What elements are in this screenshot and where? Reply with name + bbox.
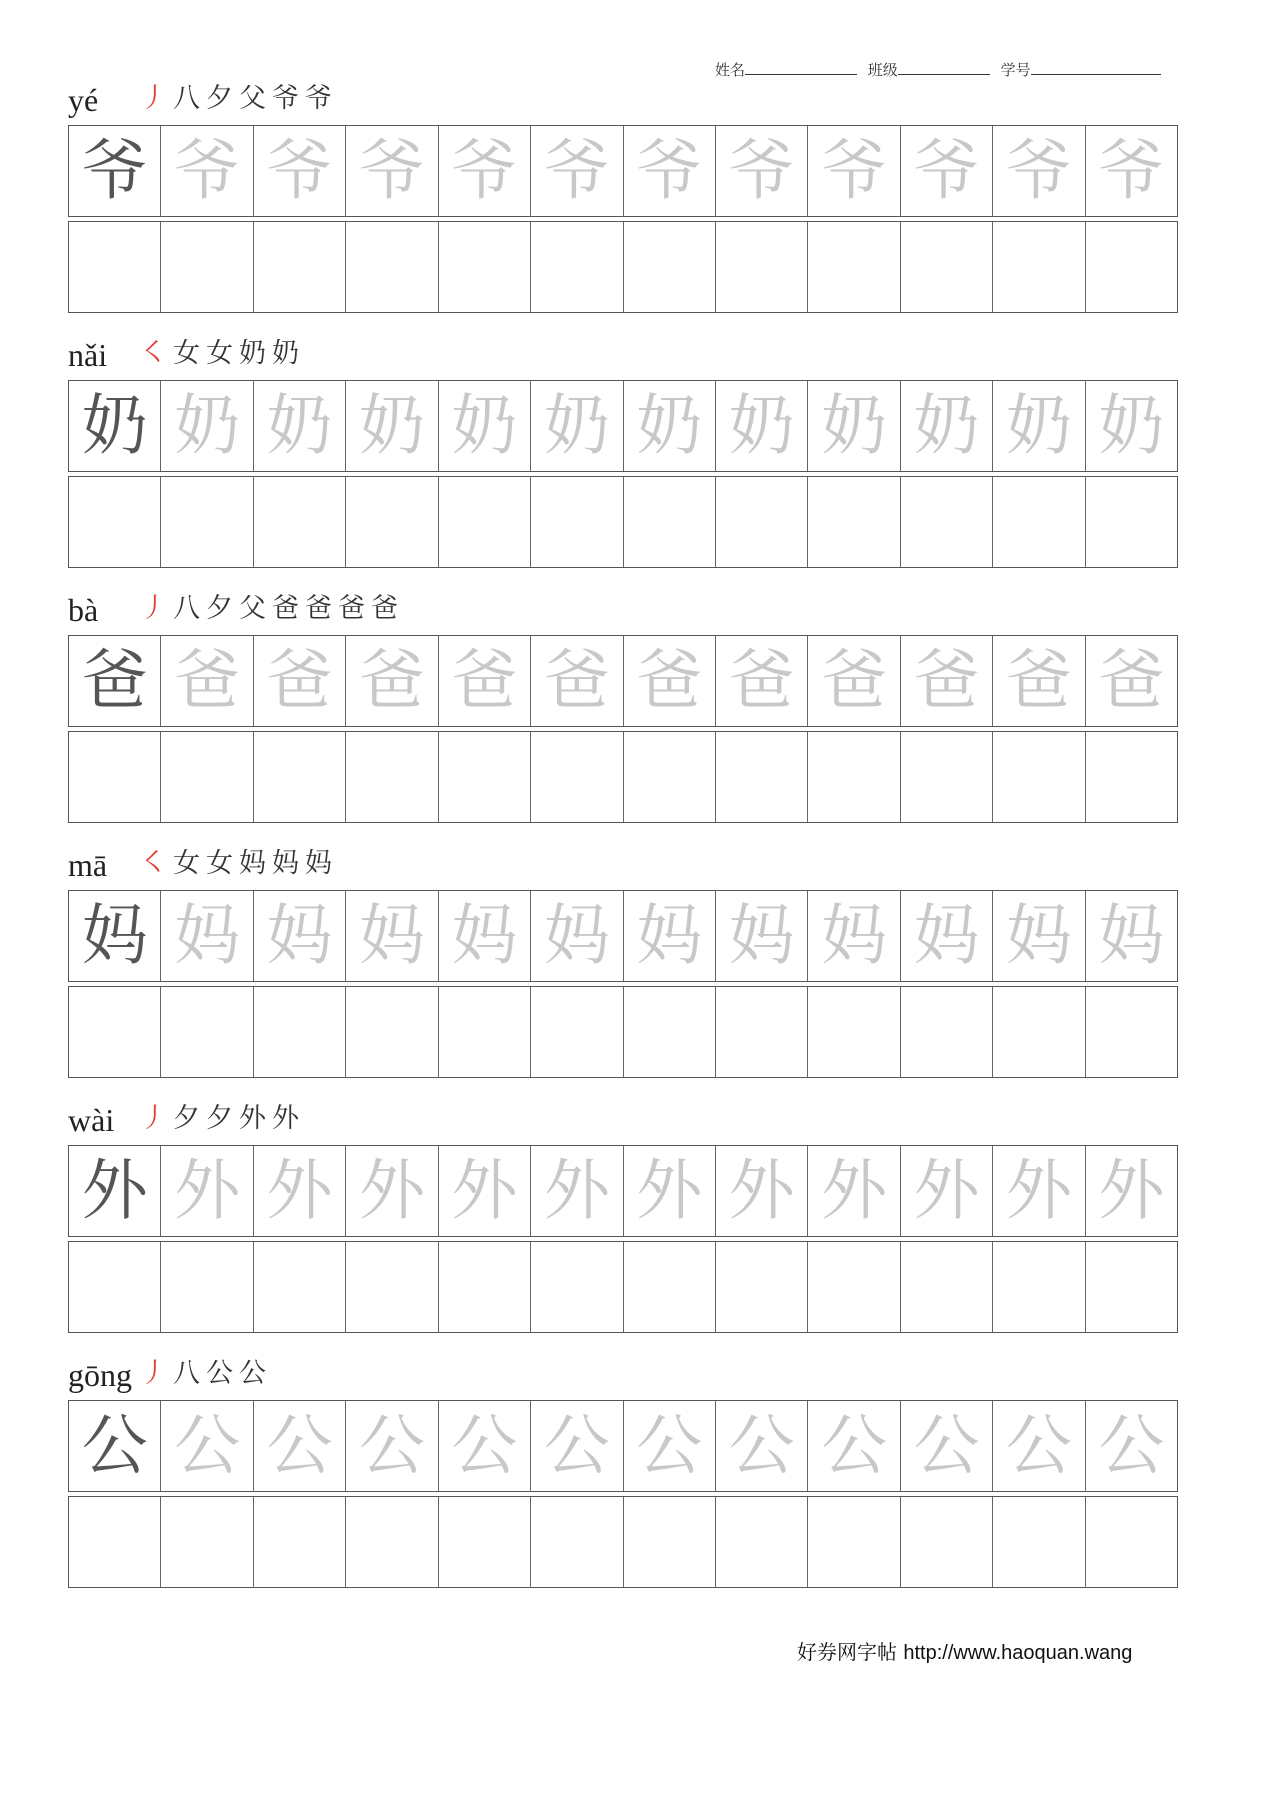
stroke-step: 女 bbox=[206, 848, 233, 879]
stroke-step: 爸 bbox=[338, 593, 365, 624]
tracing-grid bbox=[68, 1145, 1178, 1237]
trace-character: 妈 bbox=[807, 891, 899, 981]
practice-cell[interactable] bbox=[345, 1497, 437, 1587]
practice-cell[interactable] bbox=[253, 1497, 345, 1587]
trace-character: 公 bbox=[345, 1401, 437, 1491]
trace-character: 奶 bbox=[900, 381, 992, 471]
trace-character: 爸 bbox=[160, 636, 252, 726]
trace-character: 爷 bbox=[530, 126, 622, 216]
trace-character: 爸 bbox=[1085, 636, 1177, 726]
practice-cell[interactable] bbox=[715, 477, 807, 567]
stroke-step: 夕 bbox=[206, 83, 233, 114]
tracing-grid bbox=[68, 635, 1178, 727]
practice-cell[interactable] bbox=[715, 732, 807, 822]
practice-cell[interactable] bbox=[69, 222, 160, 312]
practice-cell[interactable] bbox=[623, 477, 715, 567]
practice-cell[interactable] bbox=[530, 732, 622, 822]
trace-character: 奶 bbox=[623, 381, 715, 471]
practice-cell[interactable] bbox=[530, 1242, 622, 1332]
practice-cell[interactable] bbox=[345, 477, 437, 567]
stroke-step: 丿 bbox=[140, 1103, 167, 1134]
trace-character: 爷 bbox=[623, 126, 715, 216]
stroke-step: 外 bbox=[239, 1103, 266, 1134]
stroke-step: 父 bbox=[239, 83, 266, 114]
character-label-row bbox=[68, 840, 1178, 890]
stroke-step: 公 bbox=[206, 1358, 233, 1389]
practice-grid bbox=[68, 1496, 1178, 1588]
practice-cell[interactable] bbox=[807, 1242, 899, 1332]
trace-character: 公 bbox=[1085, 1401, 1177, 1491]
trace-character: 爷 bbox=[807, 126, 899, 216]
name-label: 姓名 bbox=[715, 61, 746, 79]
stroke-step: 爸 bbox=[305, 593, 332, 624]
practice-cell[interactable] bbox=[69, 732, 160, 822]
pinyin: gōng bbox=[68, 1357, 132, 1393]
practice-cell[interactable] bbox=[530, 1497, 622, 1587]
practice-cell[interactable] bbox=[1085, 732, 1177, 822]
practice-cell[interactable] bbox=[807, 987, 899, 1077]
trace-character: 爸 bbox=[900, 636, 992, 726]
trace-character: 爸 bbox=[438, 636, 530, 726]
trace-character: 妈 bbox=[992, 891, 1084, 981]
practice-cell[interactable] bbox=[160, 477, 252, 567]
trace-character: 公 bbox=[900, 1401, 992, 1491]
trace-character: 公 bbox=[253, 1401, 345, 1491]
practice-grid bbox=[68, 986, 1178, 1078]
stroke-step: 夕 bbox=[173, 1103, 200, 1134]
stroke-step: 八 bbox=[173, 83, 200, 114]
stroke-step: 爷 bbox=[272, 83, 299, 114]
trace-character: 爷 bbox=[160, 126, 252, 216]
trace-character: 爸 bbox=[623, 636, 715, 726]
name-blank[interactable] bbox=[745, 60, 857, 75]
stroke-step: 妈 bbox=[239, 848, 266, 879]
trace-character: 公 bbox=[807, 1401, 899, 1491]
practice-cell[interactable] bbox=[160, 1242, 252, 1332]
trace-character: 奶 bbox=[160, 381, 252, 471]
practice-grid bbox=[68, 731, 1178, 823]
trace-character: 爸 bbox=[530, 636, 622, 726]
stroke-order bbox=[140, 841, 338, 880]
practice-cell[interactable] bbox=[807, 477, 899, 567]
student-id-label: 学号 bbox=[1000, 61, 1031, 79]
stroke-order bbox=[140, 1096, 305, 1135]
trace-character: 妈 bbox=[900, 891, 992, 981]
character-block bbox=[68, 330, 1178, 568]
stroke-step: 爸 bbox=[272, 593, 299, 624]
class-label: 班级 bbox=[867, 61, 898, 79]
trace-character: 妈 bbox=[1085, 891, 1177, 981]
stroke-step: 女 bbox=[173, 848, 200, 879]
site-name: 好券网字帖 bbox=[797, 1640, 897, 1664]
practice-cell[interactable] bbox=[807, 732, 899, 822]
stroke-step: 外 bbox=[272, 1103, 299, 1134]
model-character: 奶 bbox=[81, 387, 148, 464]
character-block bbox=[68, 1350, 1178, 1588]
trace-character: 外 bbox=[530, 1146, 622, 1236]
stroke-step: 八 bbox=[173, 593, 200, 624]
tracing-grid bbox=[68, 380, 1178, 472]
practice-cell[interactable] bbox=[992, 477, 1084, 567]
trace-character: 爸 bbox=[992, 636, 1084, 726]
trace-character: 爷 bbox=[992, 126, 1084, 216]
trace-character: 奶 bbox=[253, 381, 345, 471]
stroke-step: ㇛ bbox=[140, 848, 167, 879]
practice-cell[interactable] bbox=[253, 477, 345, 567]
practice-cell[interactable] bbox=[69, 477, 160, 567]
practice-cell[interactable] bbox=[992, 987, 1084, 1077]
practice-cell[interactable] bbox=[623, 222, 715, 312]
character-label-row bbox=[68, 585, 1178, 635]
stroke-order bbox=[140, 586, 404, 625]
practice-grid bbox=[68, 221, 1178, 313]
trace-character: 奶 bbox=[530, 381, 622, 471]
character-label-row bbox=[68, 75, 1178, 125]
practice-cell[interactable] bbox=[807, 1497, 899, 1587]
trace-character: 爸 bbox=[715, 636, 807, 726]
stroke-step: 丿 bbox=[140, 593, 167, 624]
model-character: 爸 bbox=[81, 642, 148, 719]
practice-cell[interactable] bbox=[160, 732, 252, 822]
pinyin: bà bbox=[68, 592, 99, 628]
trace-character: 妈 bbox=[623, 891, 715, 981]
stroke-step: 爸 bbox=[371, 593, 398, 624]
practice-cell[interactable] bbox=[623, 987, 715, 1077]
trace-character: 爷 bbox=[253, 126, 345, 216]
practice-cell[interactable] bbox=[253, 222, 345, 312]
practice-cell[interactable] bbox=[1085, 1242, 1177, 1332]
trace-character: 奶 bbox=[1085, 381, 1177, 471]
character-label-row bbox=[68, 1095, 1178, 1145]
model-character: 妈 bbox=[81, 897, 148, 974]
trace-character: 公 bbox=[530, 1401, 622, 1491]
pinyin: mā bbox=[68, 847, 108, 883]
practice-cell[interactable] bbox=[69, 1242, 160, 1332]
tracing-grid bbox=[68, 890, 1178, 982]
practice-cell[interactable] bbox=[900, 477, 992, 567]
trace-character: 爸 bbox=[345, 636, 437, 726]
trace-character: 奶 bbox=[715, 381, 807, 471]
trace-character: 外 bbox=[438, 1146, 530, 1236]
practice-cell[interactable] bbox=[438, 732, 530, 822]
practice-cell[interactable] bbox=[900, 987, 992, 1077]
character-label-row bbox=[68, 1350, 1178, 1400]
practice-cell[interactable] bbox=[715, 1242, 807, 1332]
practice-cell[interactable] bbox=[623, 732, 715, 822]
tracing-grid bbox=[68, 125, 1178, 217]
trace-character: 奶 bbox=[992, 381, 1084, 471]
trace-character: 外 bbox=[623, 1146, 715, 1236]
practice-cell[interactable] bbox=[345, 732, 437, 822]
model-character: 公 bbox=[81, 1407, 148, 1484]
pinyin: yé bbox=[68, 82, 99, 118]
practice-cell[interactable] bbox=[1085, 987, 1177, 1077]
trace-character: 奶 bbox=[807, 381, 899, 471]
trace-character: 爷 bbox=[438, 126, 530, 216]
practice-cell[interactable] bbox=[900, 1497, 992, 1587]
practice-cell[interactable] bbox=[345, 1242, 437, 1332]
trace-character: 外 bbox=[900, 1146, 992, 1236]
trace-character: 爷 bbox=[1085, 126, 1177, 216]
practice-cell[interactable] bbox=[253, 1242, 345, 1332]
trace-character: 外 bbox=[992, 1146, 1084, 1236]
practice-cell[interactable] bbox=[438, 1497, 530, 1587]
trace-character: 公 bbox=[623, 1401, 715, 1491]
trace-character: 爸 bbox=[807, 636, 899, 726]
trace-character: 爸 bbox=[253, 636, 345, 726]
stroke-step: 妈 bbox=[305, 848, 332, 879]
stroke-step: 女 bbox=[206, 338, 233, 369]
practice-cell[interactable] bbox=[253, 987, 345, 1077]
practice-cell[interactable] bbox=[160, 222, 252, 312]
trace-character: 外 bbox=[1085, 1146, 1177, 1236]
trace-character: 公 bbox=[715, 1401, 807, 1491]
character-block bbox=[68, 840, 1178, 1078]
practice-cell[interactable] bbox=[160, 1497, 252, 1587]
practice-cell[interactable] bbox=[992, 1242, 1084, 1332]
trace-character: 妈 bbox=[160, 891, 252, 981]
practice-cell[interactable] bbox=[253, 732, 345, 822]
stroke-step: 奶 bbox=[239, 338, 266, 369]
stroke-step: 夕 bbox=[206, 1103, 233, 1134]
practice-grid bbox=[68, 476, 1178, 568]
trace-character: 爷 bbox=[715, 126, 807, 216]
stroke-step: 父 bbox=[239, 593, 266, 624]
trace-character: 公 bbox=[438, 1401, 530, 1491]
trace-character: 妈 bbox=[438, 891, 530, 981]
practice-cell[interactable] bbox=[69, 1497, 160, 1587]
practice-cell[interactable] bbox=[69, 987, 160, 1077]
trace-character: 外 bbox=[160, 1146, 252, 1236]
practice-cell[interactable] bbox=[438, 477, 530, 567]
trace-character: 妈 bbox=[715, 891, 807, 981]
trace-character: 妈 bbox=[530, 891, 622, 981]
trace-character: 奶 bbox=[345, 381, 437, 471]
tracing-grid bbox=[68, 1400, 1178, 1492]
trace-character: 妈 bbox=[345, 891, 437, 981]
practice-cell[interactable] bbox=[530, 477, 622, 567]
trace-character: 外 bbox=[345, 1146, 437, 1236]
trace-character: 外 bbox=[715, 1146, 807, 1236]
stroke-step: 丿 bbox=[140, 1358, 167, 1389]
trace-character: 公 bbox=[992, 1401, 1084, 1491]
practice-cell[interactable] bbox=[345, 222, 437, 312]
practice-grid bbox=[68, 1241, 1178, 1333]
pinyin: wài bbox=[68, 1102, 115, 1138]
character-block bbox=[68, 1095, 1178, 1333]
practice-cell[interactable] bbox=[438, 987, 530, 1077]
practice-cell[interactable] bbox=[992, 222, 1084, 312]
practice-cell[interactable] bbox=[530, 987, 622, 1077]
site-url[interactable]: http://www.haoquan.wang bbox=[903, 1642, 1133, 1664]
student-id-blank[interactable] bbox=[1031, 60, 1161, 75]
trace-character: 爷 bbox=[345, 126, 437, 216]
practice-cell[interactable] bbox=[715, 222, 807, 312]
model-character: 爷 bbox=[81, 132, 148, 209]
stroke-order bbox=[140, 1351, 272, 1390]
stroke-order bbox=[140, 331, 305, 370]
pinyin: nǎi bbox=[68, 337, 108, 373]
stroke-step: 夕 bbox=[206, 593, 233, 624]
footer bbox=[797, 1636, 1132, 1665]
practice-cell[interactable] bbox=[900, 1242, 992, 1332]
trace-character: 公 bbox=[160, 1401, 252, 1491]
practice-cell[interactable] bbox=[1085, 222, 1177, 312]
stroke-step: 八 bbox=[173, 1358, 200, 1389]
model-character: 外 bbox=[81, 1152, 148, 1229]
practice-cell[interactable] bbox=[992, 732, 1084, 822]
stroke-step: 公 bbox=[239, 1358, 266, 1389]
practice-cell[interactable] bbox=[992, 1497, 1084, 1587]
practice-cell[interactable] bbox=[438, 1242, 530, 1332]
practice-cell[interactable] bbox=[900, 222, 992, 312]
character-block bbox=[68, 75, 1178, 313]
character-block bbox=[68, 585, 1178, 823]
practice-cell[interactable] bbox=[160, 987, 252, 1077]
practice-cell[interactable] bbox=[715, 987, 807, 1077]
stroke-order bbox=[140, 76, 338, 115]
practice-cell[interactable] bbox=[1085, 477, 1177, 567]
practice-cell[interactable] bbox=[807, 222, 899, 312]
stroke-step: 女 bbox=[173, 338, 200, 369]
class-blank[interactable] bbox=[898, 60, 990, 75]
practice-cell[interactable] bbox=[900, 732, 992, 822]
practice-cell[interactable] bbox=[623, 1242, 715, 1332]
stroke-step: 丿 bbox=[140, 83, 167, 114]
trace-character: 外 bbox=[807, 1146, 899, 1236]
trace-character: 奶 bbox=[438, 381, 530, 471]
practice-cell[interactable] bbox=[530, 222, 622, 312]
stroke-step: 爷 bbox=[305, 83, 332, 114]
practice-cell[interactable] bbox=[1085, 1497, 1177, 1587]
practice-cell[interactable] bbox=[345, 987, 437, 1077]
trace-character: 外 bbox=[253, 1146, 345, 1236]
stroke-step: ㇛ bbox=[140, 338, 167, 369]
practice-cell[interactable] bbox=[623, 1497, 715, 1587]
stroke-step: 奶 bbox=[272, 338, 299, 369]
practice-cell[interactable] bbox=[715, 1497, 807, 1587]
practice-cell[interactable] bbox=[438, 222, 530, 312]
stroke-step: 妈 bbox=[272, 848, 299, 879]
trace-character: 爷 bbox=[900, 126, 992, 216]
trace-character: 妈 bbox=[253, 891, 345, 981]
character-label-row bbox=[68, 330, 1178, 380]
